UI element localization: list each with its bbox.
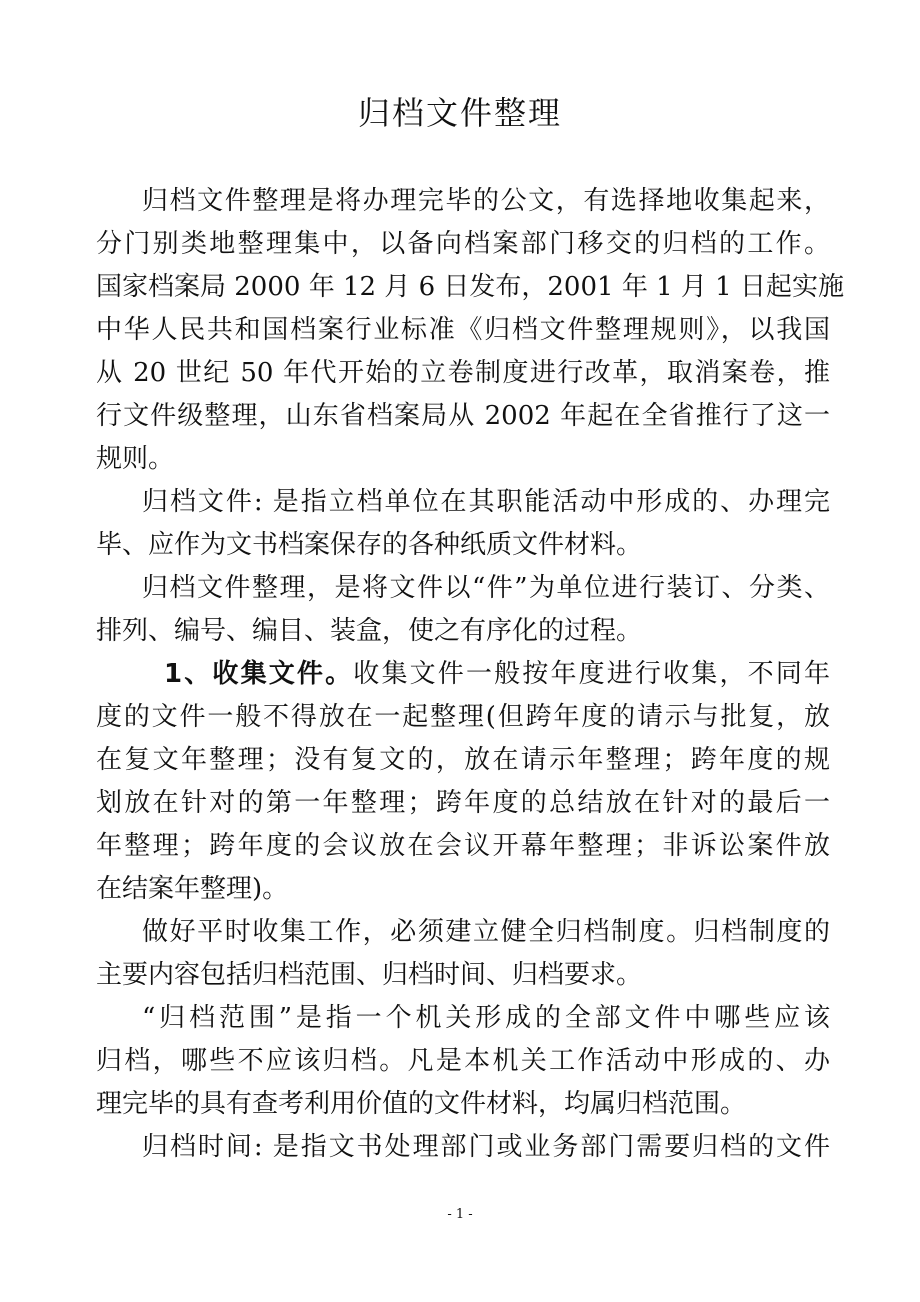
section-heading: 1、收集文件。 bbox=[164, 659, 354, 689]
section-text: 收集文件一般按年度进行收集，不同年 bbox=[353, 659, 830, 689]
paragraph-line: 划放在针对的第一年整理；跨年度的总结放在针对的最后一 bbox=[96, 788, 830, 818]
paragraph-line: 从 20 世纪 50 年代开始的立卷制度进行改革，取消案卷，推 bbox=[96, 358, 830, 388]
page-number: - 1 - bbox=[447, 1207, 473, 1222]
paragraph-line: 规则。 bbox=[96, 444, 175, 474]
paragraph-line: 年整理；跨年度的会议放在会议开幕年整理；非诉讼案件放 bbox=[96, 831, 830, 861]
paragraph-line: 中华人民共和国档案行业标准《归档文件整理规则》，以我国 bbox=[96, 315, 830, 345]
paragraph-line: 归档文件: 是指立档单位在其职能活动中形成的、办理完 bbox=[142, 487, 830, 517]
page-title: 归档文件整理 bbox=[357, 94, 562, 132]
paragraph-line: 行文件级整理，山东省档案局从 2002 年起在全省推行了这一 bbox=[96, 401, 830, 431]
document-body bbox=[96, 180, 844, 1169]
section-line bbox=[96, 653, 830, 696]
paragraph-line: 国家档案局 2000 年 12 月 6 日发布，2001 年 1 月 1 日起实施 bbox=[96, 272, 844, 302]
paragraph-line: 毕、应作为文书档案保存的各种纸质文件材料。 bbox=[96, 530, 643, 560]
paragraph-line: 理完毕的具有查考利用价值的文件材料，均属归档范围。 bbox=[96, 1089, 747, 1119]
paragraph-line: 归档文件整理，是将文件以“件”为单位进行装订、分类、 bbox=[142, 573, 830, 603]
paragraph-line: 归档，哪些不应该归档。凡是本机关工作活动中形成的、办 bbox=[96, 1046, 830, 1076]
paragraph-line: 归档文件整理是将办理完毕的公文，有选择地收集起来， bbox=[142, 186, 830, 216]
paragraph-line: 度的文件一般不得放在一起整理(但跨年度的请示与批复，放 bbox=[96, 702, 830, 732]
paragraph-line: 排列、编号、编目、装盒，使之有序化的过程。 bbox=[96, 616, 643, 646]
paragraph-line: 在结案年整理)。 bbox=[96, 874, 289, 904]
paragraph-line: 在复文年整理；没有复文的，放在请示年整理；跨年度的规 bbox=[96, 745, 830, 775]
paragraph-line: 归档时间: 是指文书处理部门或业务部门需要归档的文件 bbox=[142, 1132, 830, 1162]
paragraph-line: 分门别类地整理集中，以备向档案部门移交的归档的工作。 bbox=[96, 229, 830, 259]
paragraph-line: “归档范围”是指一个机关形成的全部文件中哪些应该 bbox=[142, 1003, 830, 1033]
paragraph-line: 做好平时收集工作，必须建立健全归档制度。归档制度的 bbox=[142, 917, 830, 947]
paragraph-line: 主要内容包括归档范围、归档时间、归档要求。 bbox=[96, 960, 643, 990]
